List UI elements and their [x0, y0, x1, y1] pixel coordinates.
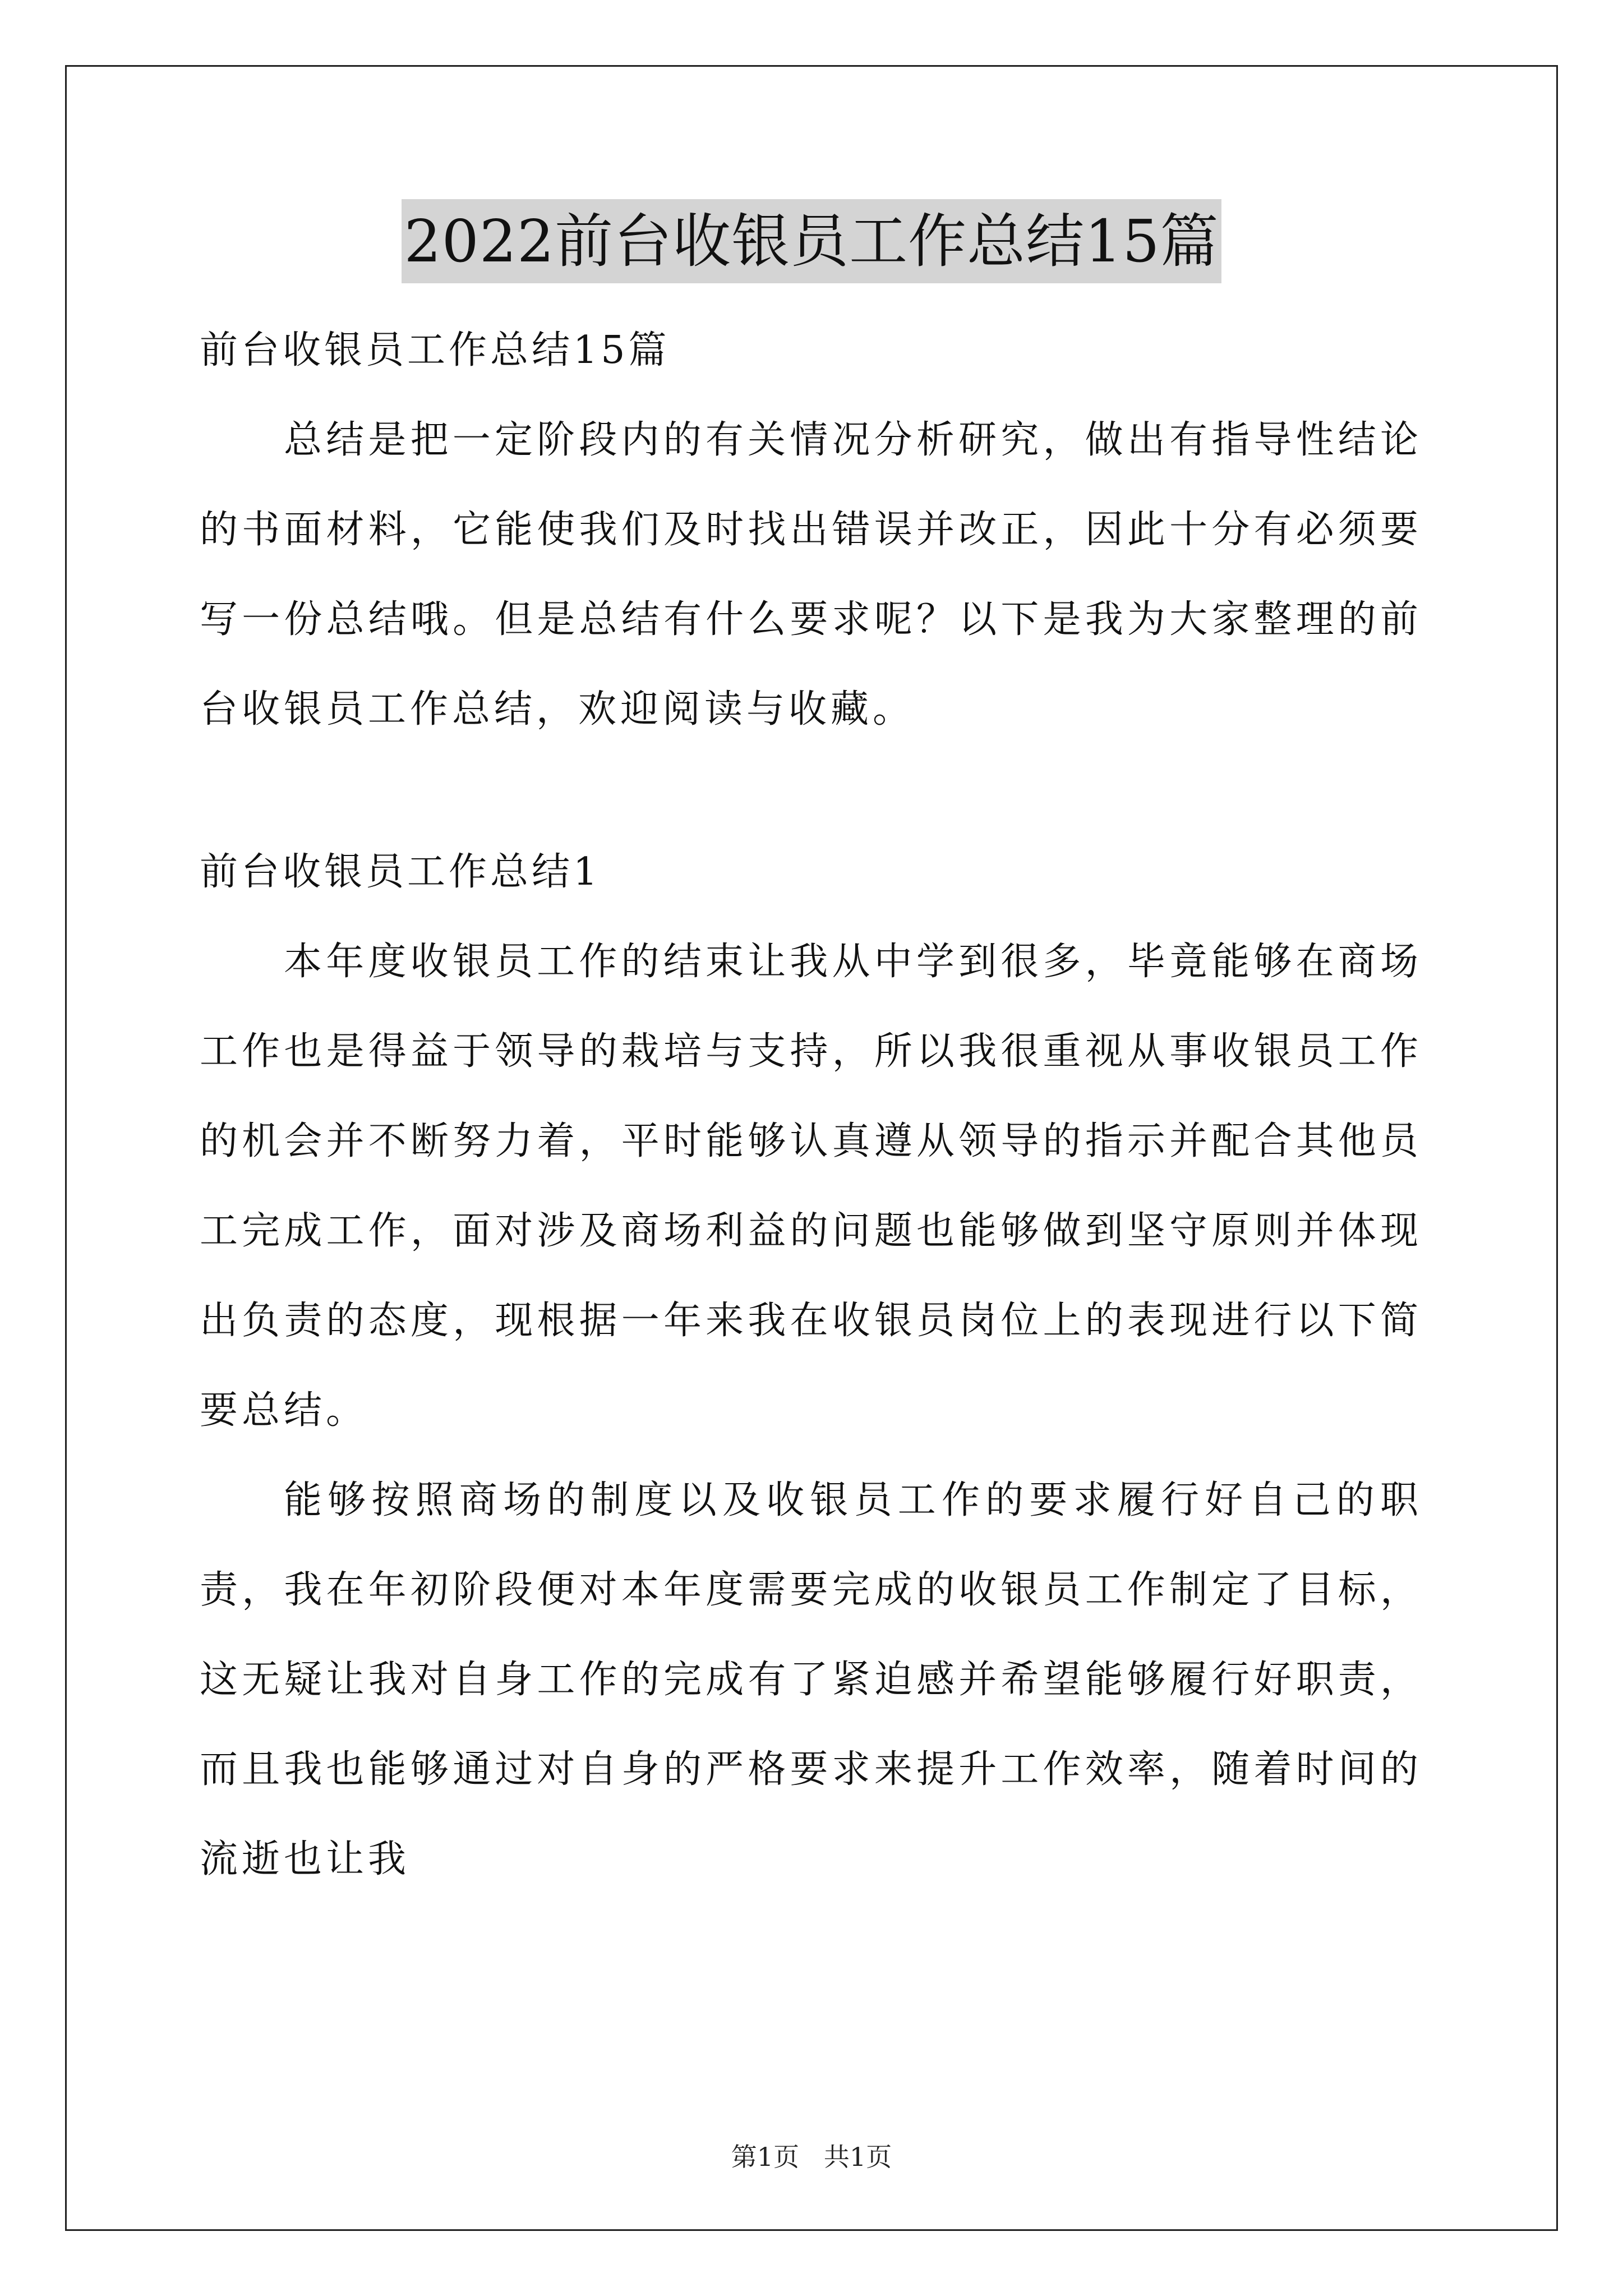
- section-paragraph: 能够按照商场的制度以及收银员工作的要求履行好自己的职责，我在年初阶段便对本年度需要完成的收银员工作制定了目标，这无疑让我对自身工作的完成有了紧迫感并希望能够履行好职责，而且我也能够通过对自身的严格要求来提升工作效率，随着时间的流逝也让我: [200, 1478, 1422, 1881]
- page-number-footer: 第1页 共1页: [731, 2142, 892, 2172]
- document-subtitle: 前台收银员工作总结15篇: [200, 328, 670, 372]
- document-title: 2022前台收银员工作总结15篇: [402, 199, 1221, 283]
- section-spacer: [200, 754, 1422, 827]
- intro-paragraph: 总结是把一定阶段内的有关情况分析研究，做出有指导性结论的书面材料，它能使我们及时找出错误并改正，因此十分有必须要写一份总结哦。但是总结有什么要求呢？以下是我为大家整理的前台收银员工作总结，欢迎阅读与收藏。: [200, 418, 1422, 731]
- section-heading: 前台收银员工作总结1: [200, 850, 601, 894]
- section-paragraph: 本年度收银员工作的结束让我从中学到很多，毕竟能够在商场工作也是得益于领导的栽培与支持，所以我很重视从事收银员工作的机会并不断努力着，平时能够认真遵从领导的指示并配合其他员工完成工作，面对涉及商场利益的问题也能够做到坚守原则并体现出负责的态度，现根据一年来我在收银员岗位上的表现进行以下简要总结。: [200, 940, 1422, 1433]
- title-container: [0, 199, 1623, 283]
- document-body: [200, 306, 1422, 1904]
